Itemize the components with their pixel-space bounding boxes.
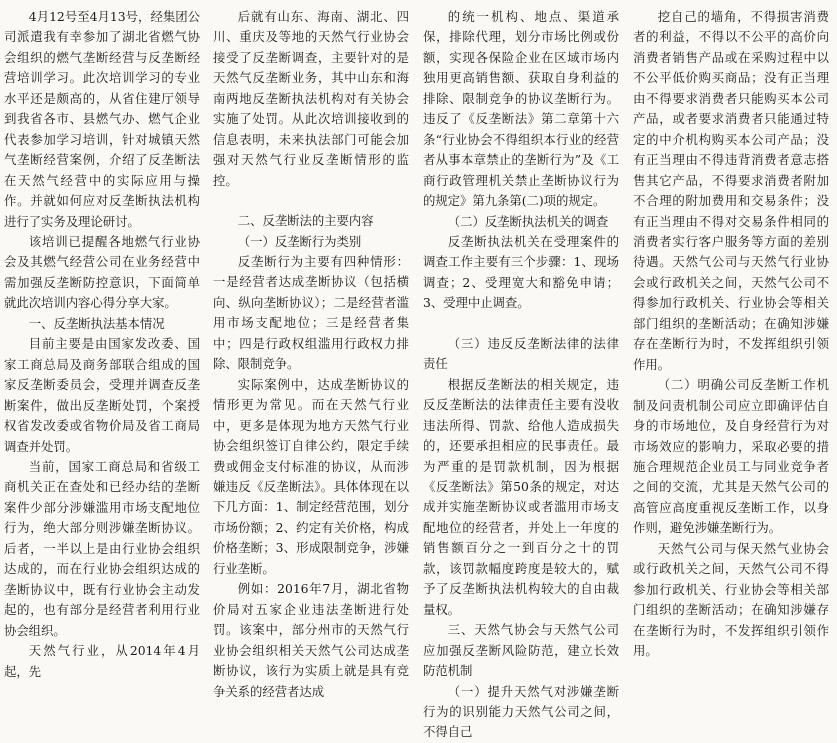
paragraph: 天然气行业，从2014年4月起，先 [4, 643, 200, 679]
paragraph: （二）明确公司反垄断工作机制及问责机制公司应立即确评估自身的市场地位，及自身经营行为对市场效应的影响力，采取必要的措施合理规范企业员工与同业竞争者之间的交流，尤其是天然气公司的高管应高度重视反垄断工作，以身作则，避免涉嫌垄断行为。 [633, 377, 829, 536]
article-column-3 [423, 7, 619, 743]
paragraph: 例如：2016年7月，湖北省物价局对五家企业违法垄断进行处罚。该案中，部分州市的天然气行业协会组织相关天然气公司达成垄断协议，该行为实质上就是具有竞争关系的经营者达成 [213, 581, 409, 699]
paragraph: 4月12号至4月13号，经集团公司派遣我有幸参加了湖北省燃气协会组织的燃气垄断经营与反垄断经营培训学习。此次培训学习的专业水平还是颇高的，从省住建厅领导到我省各市、县燃气办、燃气企业代表参加学习培训，针对城镇天然气垄断经营案例，介绍了反垄断法在天然气经营中的实际应用与操作。并就如何应对反垄断执法机构进行了实务及理论研讨。 [4, 9, 200, 229]
paragraph: 反垄断执法机关在受理案件的调查工作主要有三个步骤：1、现场调查；2、受理宽大和豁免申请；3、受理中止调查。 [423, 233, 619, 311]
paragraph: 目前主要是由国家发改委、国家工商总局及商务部联合组成的国家反垄断委员会，受理并调查反垄断案件，做出反垄断处罚，个案授权省发改委或省物价局及省工商局调查并处罚。 [4, 336, 200, 454]
article-column-1 [4, 7, 200, 682]
subsection-heading: （三）违反反垄断法律的法律责任 [423, 335, 619, 372]
section-heading: 三、天然气协会与天然气公司应加强反垄断风险防范，建立长效防范机制 [423, 622, 619, 679]
section-heading: 二、反垄断法的主要内容 [237, 213, 374, 229]
section-heading: 一、反垄断执法基本情况 [28, 315, 165, 331]
article-column-2 [213, 7, 409, 702]
article-column-4 [633, 7, 829, 662]
subsection-heading: （一）反垄断行为类别 [237, 233, 362, 249]
subsection-heading: （二）反垄断执法机关的调查 [447, 213, 609, 229]
paragraph: （一）提升天然气对涉嫌垄断行为的识别能力天然气公司之间，不得自己 [423, 683, 619, 740]
paragraph: 天然气公司与保天然气业协会或行政机关之间，天然气公司不得参加行政机关、行业协会等相关部门组织的垄断活动；在确知涉嫌存在垄断行为时，不发挥组织引领作用。 [633, 540, 829, 659]
paragraph: 后就有山东、海南、湖北、四川、重庆及等地的天然气行业协会接受了反垄断调查，主要针对的是天然气反垄断业务，其中山东和海南两地反垄断执法机构对有关协会实施了处罚。从此次培训接收到的信息表明，未来执法部门可能会加强对天然气行业反垄断情形的监控。 [213, 9, 409, 188]
paragraph: 挖自己的墙角，不得损害消费者的利益，不得以不公平的高价向消费者销售产品或在采购过程中以不公平低价购买商品；没有正当理由不得要求消费者只能购买本公司产品，或者要求消费者只能通过特定的中介机构购买本公司产品；没有正当理由不得违背消费者意志搭售其它产品，不得要求消费者附加不合理的附加费用和交易条件；没有正当理由不得对交易条件相同的消费者实行客户服务等方面的差别待遇。天然气公司与天然气行业协会或行政机关之间，天然气公司不得参加行政机关、行业协会等相关部门组织的垄断活动；在确知涉嫌存在垄断行为时，不发挥组织引领作用。 [633, 9, 829, 372]
paragraph: 反垄断行为主要有四种情形：一是经营者达成垄断协议（包括横向、纵向垄断协议）；二是经营者滥用市场支配地位；三是经营者集中；四是行政权组滥用行政权力排除、限制竞争。 [213, 253, 409, 372]
paragraph: 根据反垄断法的相关规定，违反反垄断法的法律责任主要有没收违法所得、罚款、给他人造成损失的，还要承担相应的民事责任。最为严重的是罚款机制，因为根据《反垄断法》第50条的规定，对达成并实施垄断协议或者滥用市场支配地位的经营者，并处上一年度的销售额百分之一到百分之十的罚款，该罚款幅度跨度是较大的，赋予了反垄断执法机构较大的自由裁量权。 [423, 376, 619, 617]
paragraph: 实际案例中，达成垄断协议的情形更为常见。而在天然气行业中，更多是体现为地方天然气行业协会组织签订自律公约，限定手续费或佣金支付标准的协议，从而涉嫌违反《反垄断法》。具体体现在以下几方面：1、制定经营范围，划分市场份额；2、约定有关价格，构成价格垄断；3、形成限制竞争，涉嫌行业垄断。 [213, 376, 409, 576]
paragraph: 当前，国家工商总局和省级工商机关正在查处和已经办结的垄断案件少部分涉嫌滥用市场支配地位行为，绝大部分则涉嫌垄断协议。后者，一半以上是由行业协会组织达成的，而在行业协会组织达成的垄断协议中，既有行业协会主动发起的，也有部分是经营者利用行业协会组织。 [4, 458, 200, 638]
paragraph: 的统一机构、地点、渠道承保，排除代理，划分市场比例或份额，实现各保险企业在区域市场内独用更高销售额、获取自身利益的排除、限制竞争的协议垄断行为。违反了《反垄断法》第二章第十六条“行业协会不得组织本行业的经营者从事本章禁止的垄断行为”及《工商行政管理机关禁止垄断协议行为的规定》第九条第(二)项的规定。 [423, 9, 619, 209]
paragraph: 该培训已提醒各地燃气行业协会及其燃气经营公司在业务经营中需加强反垄断防控意识，下面简单就此次培训内容心得分享大家。 [4, 233, 200, 311]
